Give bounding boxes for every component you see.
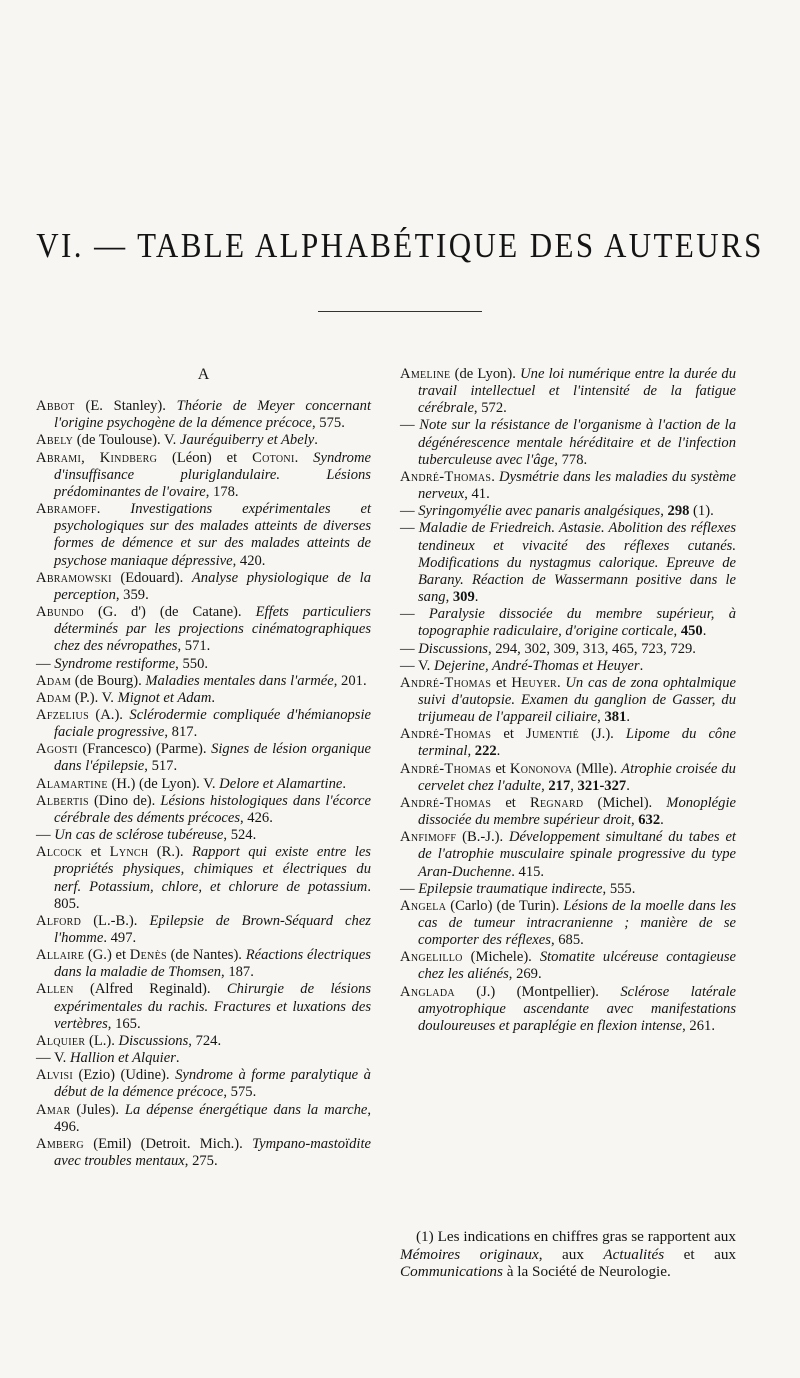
index-entry [36,570,371,604]
entry-text: , 201. [333,672,367,689]
entry-text: . [626,709,631,726]
entry-text: . [626,777,630,794]
entry-text: , 575. [223,1084,257,1101]
entry-text: (de Bourg). [71,672,146,689]
title-text: Analyse physiologique de la perception [54,569,371,603]
index-entry [36,981,371,1032]
title-text: Note sur la résistance de l'organisme à l'action de la dégénérescence mentale héréditaire et de l'infection tuberculeuse avec l'âge [418,417,736,468]
entry-text: — [36,655,55,672]
entry-text: (L.-B.). [81,912,150,929]
entry-text: (Edouard). [111,569,192,586]
title-text: Discussions [418,640,488,657]
entry-text: , [570,777,578,794]
title-text: Mignot et Adam [117,689,212,706]
entry-text: , 187. [221,964,254,981]
author-name: André-Thomas [400,468,492,485]
page-ref-bold: 222 [474,743,497,760]
author-name: Angela [400,897,447,914]
entry-text: et [491,674,512,691]
title-text: Rapport qui existe entre les propriétés physiques, chimiques et électriques du nerf. Potassium, chlore, et chlorure de potassium [54,844,371,895]
author-name: Regnard [529,794,584,811]
page-ref-bold: 217 [548,777,571,794]
title-text: Syndrome restiforme [54,655,176,672]
title-text: Epilepsie traumatique indirecte [418,880,603,897]
title-text: Syringomyélie avec panaris analgésiques [418,503,661,520]
entry-text: , 571. [177,638,211,655]
entry-text: (Michele). [462,949,540,966]
title-text: Actualités [603,1245,665,1263]
index-entry [36,690,371,707]
entry-text: , [673,623,681,640]
title-text: Discussions [118,1032,189,1049]
title-text: Un cas de sclérose tubéreuse [54,827,224,844]
title-text: Développement simultané du tabes et de l'atrophie musculaire spinale progressive du type Aran-Duchenne [418,829,736,880]
left-column [36,366,371,1170]
entry-text: , 294, 302, 309, 313, 465, 723, 729. [487,640,696,657]
author-name: Angelillo [400,949,463,966]
entry-text: , 555. [602,880,636,897]
entry-text: . [660,812,664,829]
author-name: Anglada [400,983,455,1000]
entry-text: (Mlle). [572,760,622,777]
author-name: Agosti [36,741,78,758]
title-text: Lésions histologiques dans l'écorce cérébrale des déments précoces [54,792,371,826]
entry-text: (Alfred Reginald). [73,981,227,998]
author-name: Adam [36,672,72,689]
index-entry [400,726,736,760]
index-entry [400,417,736,468]
title-rule [318,311,482,312]
title-text: Sclérose latérale amyotrophique ascendante avec manifestations douloureuses et paraplégie en flexion intense [418,983,736,1034]
index-entry [36,673,371,690]
entry-text: , 359. [115,586,149,603]
entry-text: et [491,794,530,811]
author-name: Anfimoff [400,829,457,846]
index-entry [400,658,736,675]
entry-text: (L.). [85,1032,119,1049]
author-name: André-Thomas [400,674,492,691]
page-ref-bold: 321-327 [577,777,627,794]
author-name: Alquier [36,1032,86,1049]
page-ref-bold: 381 [604,709,627,726]
title-text: Signes de lésion organique dans l'épilepsie [54,741,371,775]
entry-text: . 497. [103,930,137,946]
title-text: Monoplégie dissociée du membre supérieur droit [418,794,736,829]
author-name: André-Thomas [400,794,492,811]
author-name: Abely [36,432,74,449]
index-entry [400,520,736,606]
title-text: Dysmétrie dans les maladies du système nerveux [418,468,736,503]
title-text: Lésions de la moelle dans les cas de tumeur intracranienne ; manière de se comporter des réflexes [418,897,736,949]
entry-text: . 805. [54,878,371,912]
entry-text: (H.) (de Lyon). V. [107,775,220,792]
entry-text: . [96,501,131,518]
entry-text: (R.). [148,844,192,861]
entry-text: , 496. [54,1101,371,1135]
title-text: Tympano-mastoïdite avec troubles mentaux [54,1135,371,1170]
author-name: Denès [129,947,167,964]
entry-text: . [294,449,314,466]
entry-text: (B.-J.). [456,829,510,846]
entry-text: , [467,743,475,760]
entry-text: — [36,827,55,844]
author-name: Allen [36,981,74,998]
index-entry [36,793,371,827]
entry-text: (E. Stanley). [74,398,177,415]
entry-text: (P.). V. [71,689,118,706]
entry-text: (Léon) et [157,449,253,466]
page-ref-bold: 309 [452,589,475,606]
title-text: Théorie de Meyer concernant l'origine psychogène de la démence précoce [54,398,371,432]
title-text: Jauréguiberry et Abely [179,432,315,449]
index-entry [400,366,736,417]
title-text: Sclérodermie compliquée d'hémianopsie faciale progressive [54,706,372,741]
entry-text: , 575. [312,415,345,432]
entry-text: — [400,606,429,623]
index-entry [36,947,371,981]
index-entry [400,795,736,829]
entry-text: et [491,726,526,743]
index-entry [400,503,736,520]
footnote [400,1228,736,1281]
title-text: Effets particuliers déterminés par les projections cinématographiques chez des névropathes [54,604,371,655]
entry-text: , 420. [232,552,266,569]
index-entry [36,604,371,655]
index-entry [36,656,371,673]
title-text: Chirurgie de lésions expérimentales du rachis. Fractures et luxations des vertèbres [54,981,371,1032]
author-name: Amberg [36,1135,84,1152]
author-name: Alvisi [36,1067,73,1084]
title-text: Lipome du cône terminal [418,726,736,760]
entry-text: à la Société de Neurologie. [502,1263,671,1281]
page-ref-bold: 298 [667,503,690,520]
entry-text: , [445,589,453,606]
title-text: Delore et Alamartine [219,775,343,792]
index-entry [36,501,371,570]
index-entry [400,606,736,640]
entry-text: , [541,777,549,794]
entry-text: , [81,449,100,466]
title-text: Syndrome d'insuffisance pluriglandulaire. Lésions prédominantes de l'ovaire [54,449,371,500]
author-name: Lynch [109,844,149,861]
title-text: Une loi numérique entre la durée du travail intellectuel et l'intensité de la fatigue cérébrale [418,366,736,417]
entry-text: , [660,503,668,520]
title-text: Stomatite ulcéreuse contagieuse chez les aliénés [418,949,736,983]
author-name: Allaire [36,947,85,964]
entry-text: (1) Les indications en chiffres gras se rapportent aux [416,1228,736,1246]
entry-text: (G. d') (de Catane). [83,604,256,621]
author-name: Jumentié [525,726,580,743]
entry-text: , 165. [107,1015,141,1032]
author-name: Amar [36,1101,71,1118]
entry-text: (de Nantes). [166,947,246,964]
entry-text: . [175,1050,180,1067]
author-name: Afzelius [36,706,89,723]
entry-text: , 550. [175,655,209,672]
left-entry-list [36,398,371,1170]
entry-text: , 724. [188,1032,222,1049]
title-text: Atrophie croisée du cervelet chez l'adulte [418,760,736,794]
author-name: Heuyer [511,674,557,691]
entry-text: . [491,468,500,485]
entry-text: , 269. [508,966,542,983]
title-text: Maladies mentales dans l'armée [145,672,334,689]
entry-text: — V. [36,1050,70,1067]
entry-text: — [400,503,419,520]
index-entry [36,1067,371,1101]
entry-text: , 778. [554,451,588,468]
entry-text: (J.) (Montpellier). [454,983,621,1000]
entry-text: (J.). [579,726,626,743]
index-entry [36,776,371,793]
title-text: Maladie de Friedreich. Astasie. Abolition des réflexes tendineux et vivacité des réflexes cutanés. Modifications du nystagmus calorique. Epreuve de Barany. Réaction de Wassermann positive dans le sang [418,520,736,606]
title-text: Investigations expérimentales et psychologiques sur des malades atteints de diverses formes de démence et sur des malades atteints de psychose maniaque dépressive [54,501,372,569]
title-text: Mémoires originaux [400,1245,539,1263]
index-entry [400,881,736,898]
index-entry [36,450,371,501]
entry-text: . [556,674,566,691]
entry-text: (Dino de). [88,792,161,809]
entry-text: (Francesco) (Parme). [77,741,212,758]
entry-text: — [400,417,420,434]
author-name: Abrami [36,449,82,466]
entry-text: — [400,880,419,897]
entry-text: , 817. [164,724,198,741]
entry-text: , 517. [144,758,178,775]
index-entry [400,761,736,795]
page-ref-bold: 632 [638,812,661,829]
entry-text: , [597,709,605,726]
author-name: Alcock [36,844,83,861]
entry-text: (1). [689,503,714,520]
index-entry [400,984,736,1035]
entry-text: . [702,623,707,640]
entry-text: (A.). [88,706,130,723]
section-letter: A [197,366,210,383]
author-name: Abundo [36,604,84,621]
index-entry [36,1033,371,1050]
entry-text: . [211,689,216,706]
page-ref-bold: 450 [680,623,703,640]
index-entry [36,1050,371,1067]
index-entry [36,707,371,741]
author-name: Abbot [36,398,75,415]
index-entry [36,1102,371,1136]
title-text: Réactions électriques dans la maladie de Thomsen [54,947,371,981]
index-entry [400,469,736,503]
entry-text: (Michel). [583,794,667,811]
entry-text: , 275. [184,1153,218,1170]
title-text: Communications [400,1263,503,1281]
author-name: Cotoni [252,449,295,466]
entry-text: (G.) et [84,947,130,964]
author-name: Albertis [36,792,89,809]
entry-text: — [400,520,419,537]
index-entry [400,898,736,949]
index-entry [36,827,371,844]
index-entry [36,432,371,449]
entry-text: (Carlo) (de Turin). [446,897,564,914]
entry-text: — V. [400,657,434,674]
author-name: André-Thomas [400,760,492,777]
index-entry [400,949,736,983]
title-text: Hallion et Alquier [69,1050,176,1067]
entry-text: . [496,743,501,760]
index-entry [36,741,371,775]
index-entry [36,398,371,432]
entry-text: , 41. [464,486,490,503]
entry-text: , aux [538,1245,604,1263]
entry-text: — [400,640,419,657]
entry-text: . 415. [511,863,545,880]
author-name: Abramowski [36,569,112,586]
entry-text: (Jules). [70,1101,125,1118]
author-name: Kononova [509,760,573,777]
author-name: Abramoff [36,501,97,518]
author-name: Ameline [400,366,451,382]
entry-text: (Ezio) (Udine). [72,1067,176,1084]
entry-text: , [630,812,639,829]
right-entry-list [400,366,736,1035]
entry-text: (de Toulouse). V. [73,432,180,449]
entry-text: et [82,844,110,861]
entry-text: , 426. [240,809,273,826]
title-text: Epilepsie de Brown-Séquard chez l'homme [54,912,371,946]
entry-text: , 572. [473,400,507,417]
index-entry [36,844,371,913]
entry-text: (de Lyon). [450,366,521,382]
author-name: Alford [36,912,82,929]
entry-text: . [342,775,347,792]
author-name: Adam [36,689,72,706]
entry-text: , 685. [550,932,584,949]
title-text: Syndrome à forme paralytique à début de la démence précoce [54,1067,371,1101]
index-entry [400,675,736,726]
page-title: VI. — TABLE ALPHABÉTIQUE DES AUTEURS [36,225,764,266]
entry-text: , 524. [223,827,257,844]
index-entry [400,829,736,880]
entry-text: et aux [664,1245,737,1263]
title-text: Un cas de zona ophtalmique suivi d'autopsie. Examen du ganglion de Gasser, du trijumeau de l'appareil ciliaire [418,674,736,726]
index-entry [36,913,371,947]
entry-text: . [474,589,479,606]
index-entry [36,1136,371,1170]
entry-text: , 178. [205,483,239,500]
entry-text: . [639,657,644,674]
right-column [400,366,736,1035]
author-name: André-Thomas [400,726,492,743]
entry-text: . [314,432,318,449]
index-entry [400,641,736,658]
author-name: Kindberg [99,449,158,466]
title-text: Dejerine, André-Thomas et Heuyer [433,657,640,674]
title-text: Paralysie dissociée du membre supérieur, à topographie radiculaire, d'origine corticale [418,606,736,640]
entry-text: et [491,760,510,777]
entry-text: (Emil) (Detroit. Mich.). [83,1135,253,1152]
title-text: La dépense énergétique dans la marche [124,1101,368,1118]
author-name: Alamartine [36,775,108,792]
entry-text: , 261. [682,1017,715,1034]
